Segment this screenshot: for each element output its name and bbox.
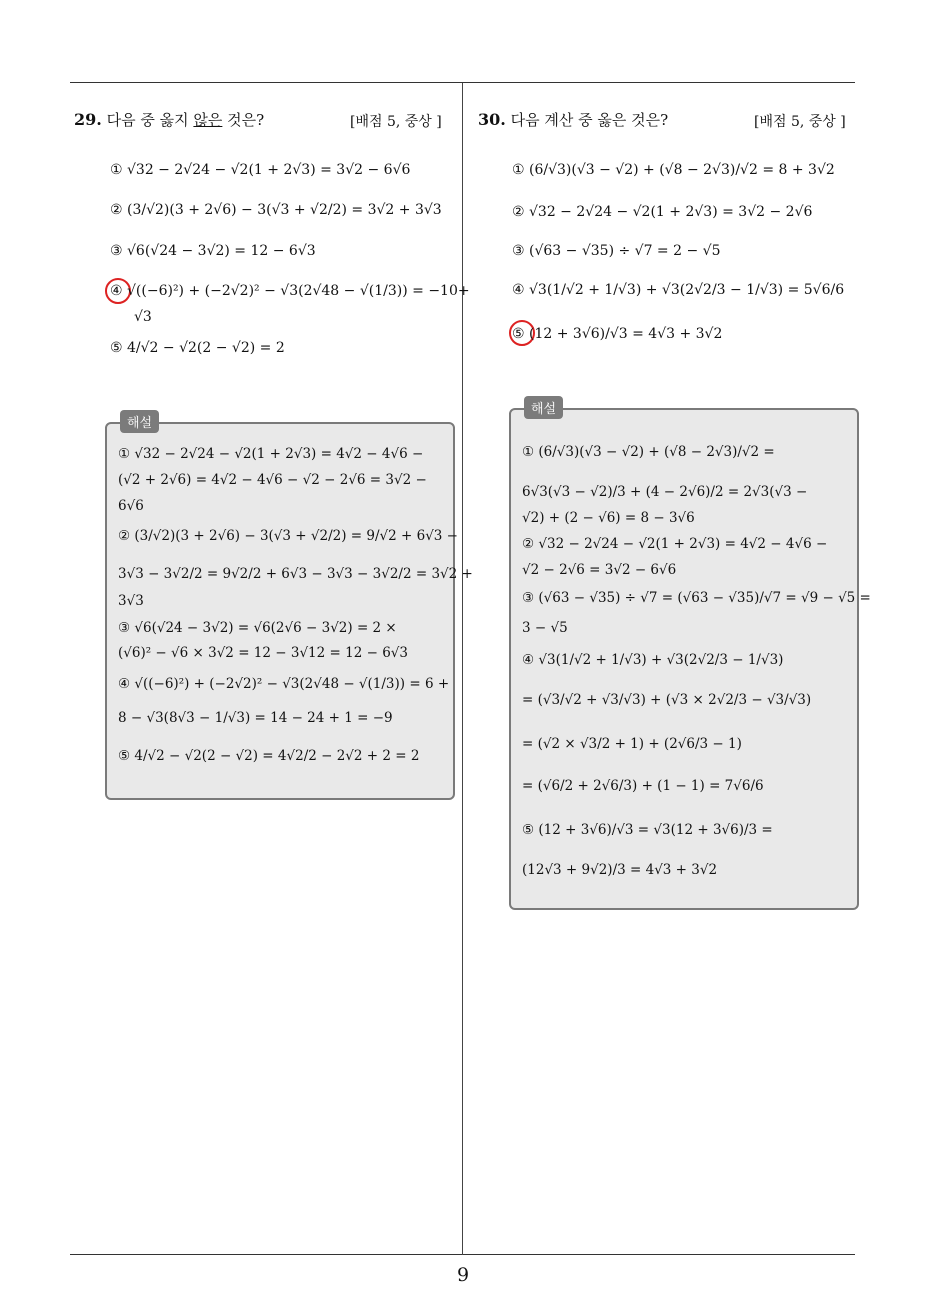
column-divider <box>462 83 463 1255</box>
q29-solution-line: (√6)² − √6 × 3√2 = 12 − 3√12 = 12 − 6√3 <box>118 645 408 661</box>
q30-solution-line: ⑤ (12 + 3√6)/√3 = √3(12 + 3√6)/3 = <box>522 822 773 838</box>
q30-option-3[interactable]: ③ (√63 − √35) ÷ √7 = 2 − √5 <box>512 243 721 259</box>
q29-number: 29. <box>74 110 102 129</box>
q29-solution-line: ② (3/√2)(3 + 2√6) − 3(√3 + √2/2) = 9/√2 + 6√3 − <box>118 528 458 544</box>
q30-option-4[interactable]: ④ √3(1/√2 + 1/√3) + √3(2√2/3 − 1/√3) = 5√6/6 <box>512 282 845 298</box>
q30-option-1[interactable]: ① (6/√3)(√3 − √2) + (√8 − 2√3)/√2 = 8 + 3√2 <box>512 162 835 178</box>
q30-solution-line: 6√3(√3 − √2)/3 + (4 − 2√6)/2 = 2√3(√3 − <box>522 484 808 500</box>
q30-solution-line: = (√2 × √3/2 + 1) + (2√6/3 − 1) <box>522 736 742 752</box>
q29-solution-line: 8 − √3(8√3 − 1/√3) = 14 − 24 + 1 = −9 <box>118 710 393 726</box>
q30-solution-line: ④ √3(1/√2 + 1/√3) + √3(2√2/3 − 1/√3) <box>522 652 784 668</box>
q29-solution-line: 6√6 <box>118 498 144 514</box>
q29-text-underlined: 않은 <box>193 111 223 129</box>
q30-solution-line: ② √32 − 2√24 − √2(1 + 2√3) = 4√2 − 4√6 − <box>522 536 828 552</box>
q29-option-4[interactable]: ④ √((−6)²) + (−2√2)² − √3(2√48 − √(1/3)) = −10+ <box>110 283 470 299</box>
q29-option-2[interactable]: ② (3/√2)(3 + 2√6) − 3(√3 + √2/2) = 3√2 + 3√3 <box>110 202 442 218</box>
q30-solution-line: √2 − 2√6 = 3√2 − 6√6 <box>522 562 677 578</box>
q30-solution-line: (12√3 + 9√2)/3 = 4√3 + 3√2 <box>522 862 718 878</box>
q30-score: [배점 5, 중상 ] <box>754 114 846 130</box>
q29-solution-line: ③ √6(√24 − 3√2) = √6(2√6 − 3√2) = 2 × <box>118 620 397 636</box>
q29-solution-line: (√2 + 2√6) = 4√2 − 4√6 − √2 − 2√6 = 3√2 − <box>118 472 427 488</box>
q29-text-before: 다음 중 옳지 <box>106 111 194 129</box>
q29-text-after: 것은? <box>222 111 265 129</box>
q30-solution-line: √2) + (2 − √6) = 8 − 3√6 <box>522 510 695 526</box>
q30-solution-line: = (√6/2 + 2√6/3) + (1 − 1) = 7√6/6 <box>522 778 764 794</box>
q29-option-5[interactable]: ⑤ 4/√2 − √2(2 − √2) = 2 <box>110 340 285 356</box>
q29-option-3[interactable]: ③ √6(√24 − 3√2) = 12 − 6√3 <box>110 243 316 259</box>
q30-option-5[interactable]: ⑤ (12 + 3√6)/√3 = 4√3 + 3√2 <box>512 326 723 342</box>
q29-option-1[interactable]: ① √32 − 2√24 − √2(1 + 2√3) = 3√2 − 6√6 <box>110 162 411 178</box>
q29-solution-line: 3√3 − 3√2/2 = 9√2/2 + 6√3 − 3√3 − 3√2/2 = 3√2 + <box>118 566 473 582</box>
q29-solution-line: ⑤ 4/√2 − √2(2 − √2) = 4√2/2 − 2√2 + 2 = 2 <box>118 748 420 764</box>
q30-solution-line: ① (6/√3)(√3 − √2) + (√8 − 2√3)/√2 = <box>522 444 775 460</box>
q30-solution-tag: 해설 <box>524 396 563 419</box>
q29-option-4-cont: √3 <box>134 309 152 325</box>
page-number: 9 <box>456 1264 470 1286</box>
q30-option-2[interactable]: ② √32 − 2√24 − √2(1 + 2√3) = 3√2 − 2√6 <box>512 204 813 220</box>
q29-solution-line: ④ √((−6)²) + (−2√2)² − √3(2√48 − √(1/3)) = 6 + <box>118 676 450 692</box>
q29-heading <box>74 109 264 130</box>
q29-solution-tag: 해설 <box>120 410 159 433</box>
q30-heading <box>478 109 668 130</box>
q29-solution-line: 3√3 <box>118 593 144 609</box>
q30-solution-line: = (√3/√2 + √3/√3) + (√3 × 2√2/3 − √3/√3) <box>522 692 812 708</box>
q29-solution-line: ① √32 − 2√24 − √2(1 + 2√3) = 4√2 − 4√6 − <box>118 446 424 462</box>
q30-solution-line: ③ (√63 − √35) ÷ √7 = (√63 − √35)/√7 = √9 − √5 = <box>522 590 871 606</box>
q30-solution-line: 3 − √5 <box>522 620 568 636</box>
q30-number: 30. <box>478 110 506 129</box>
q30-text: 다음 계산 중 옳은 것은? <box>510 111 669 129</box>
q29-score: [배점 5, 중상 ] <box>350 114 442 130</box>
